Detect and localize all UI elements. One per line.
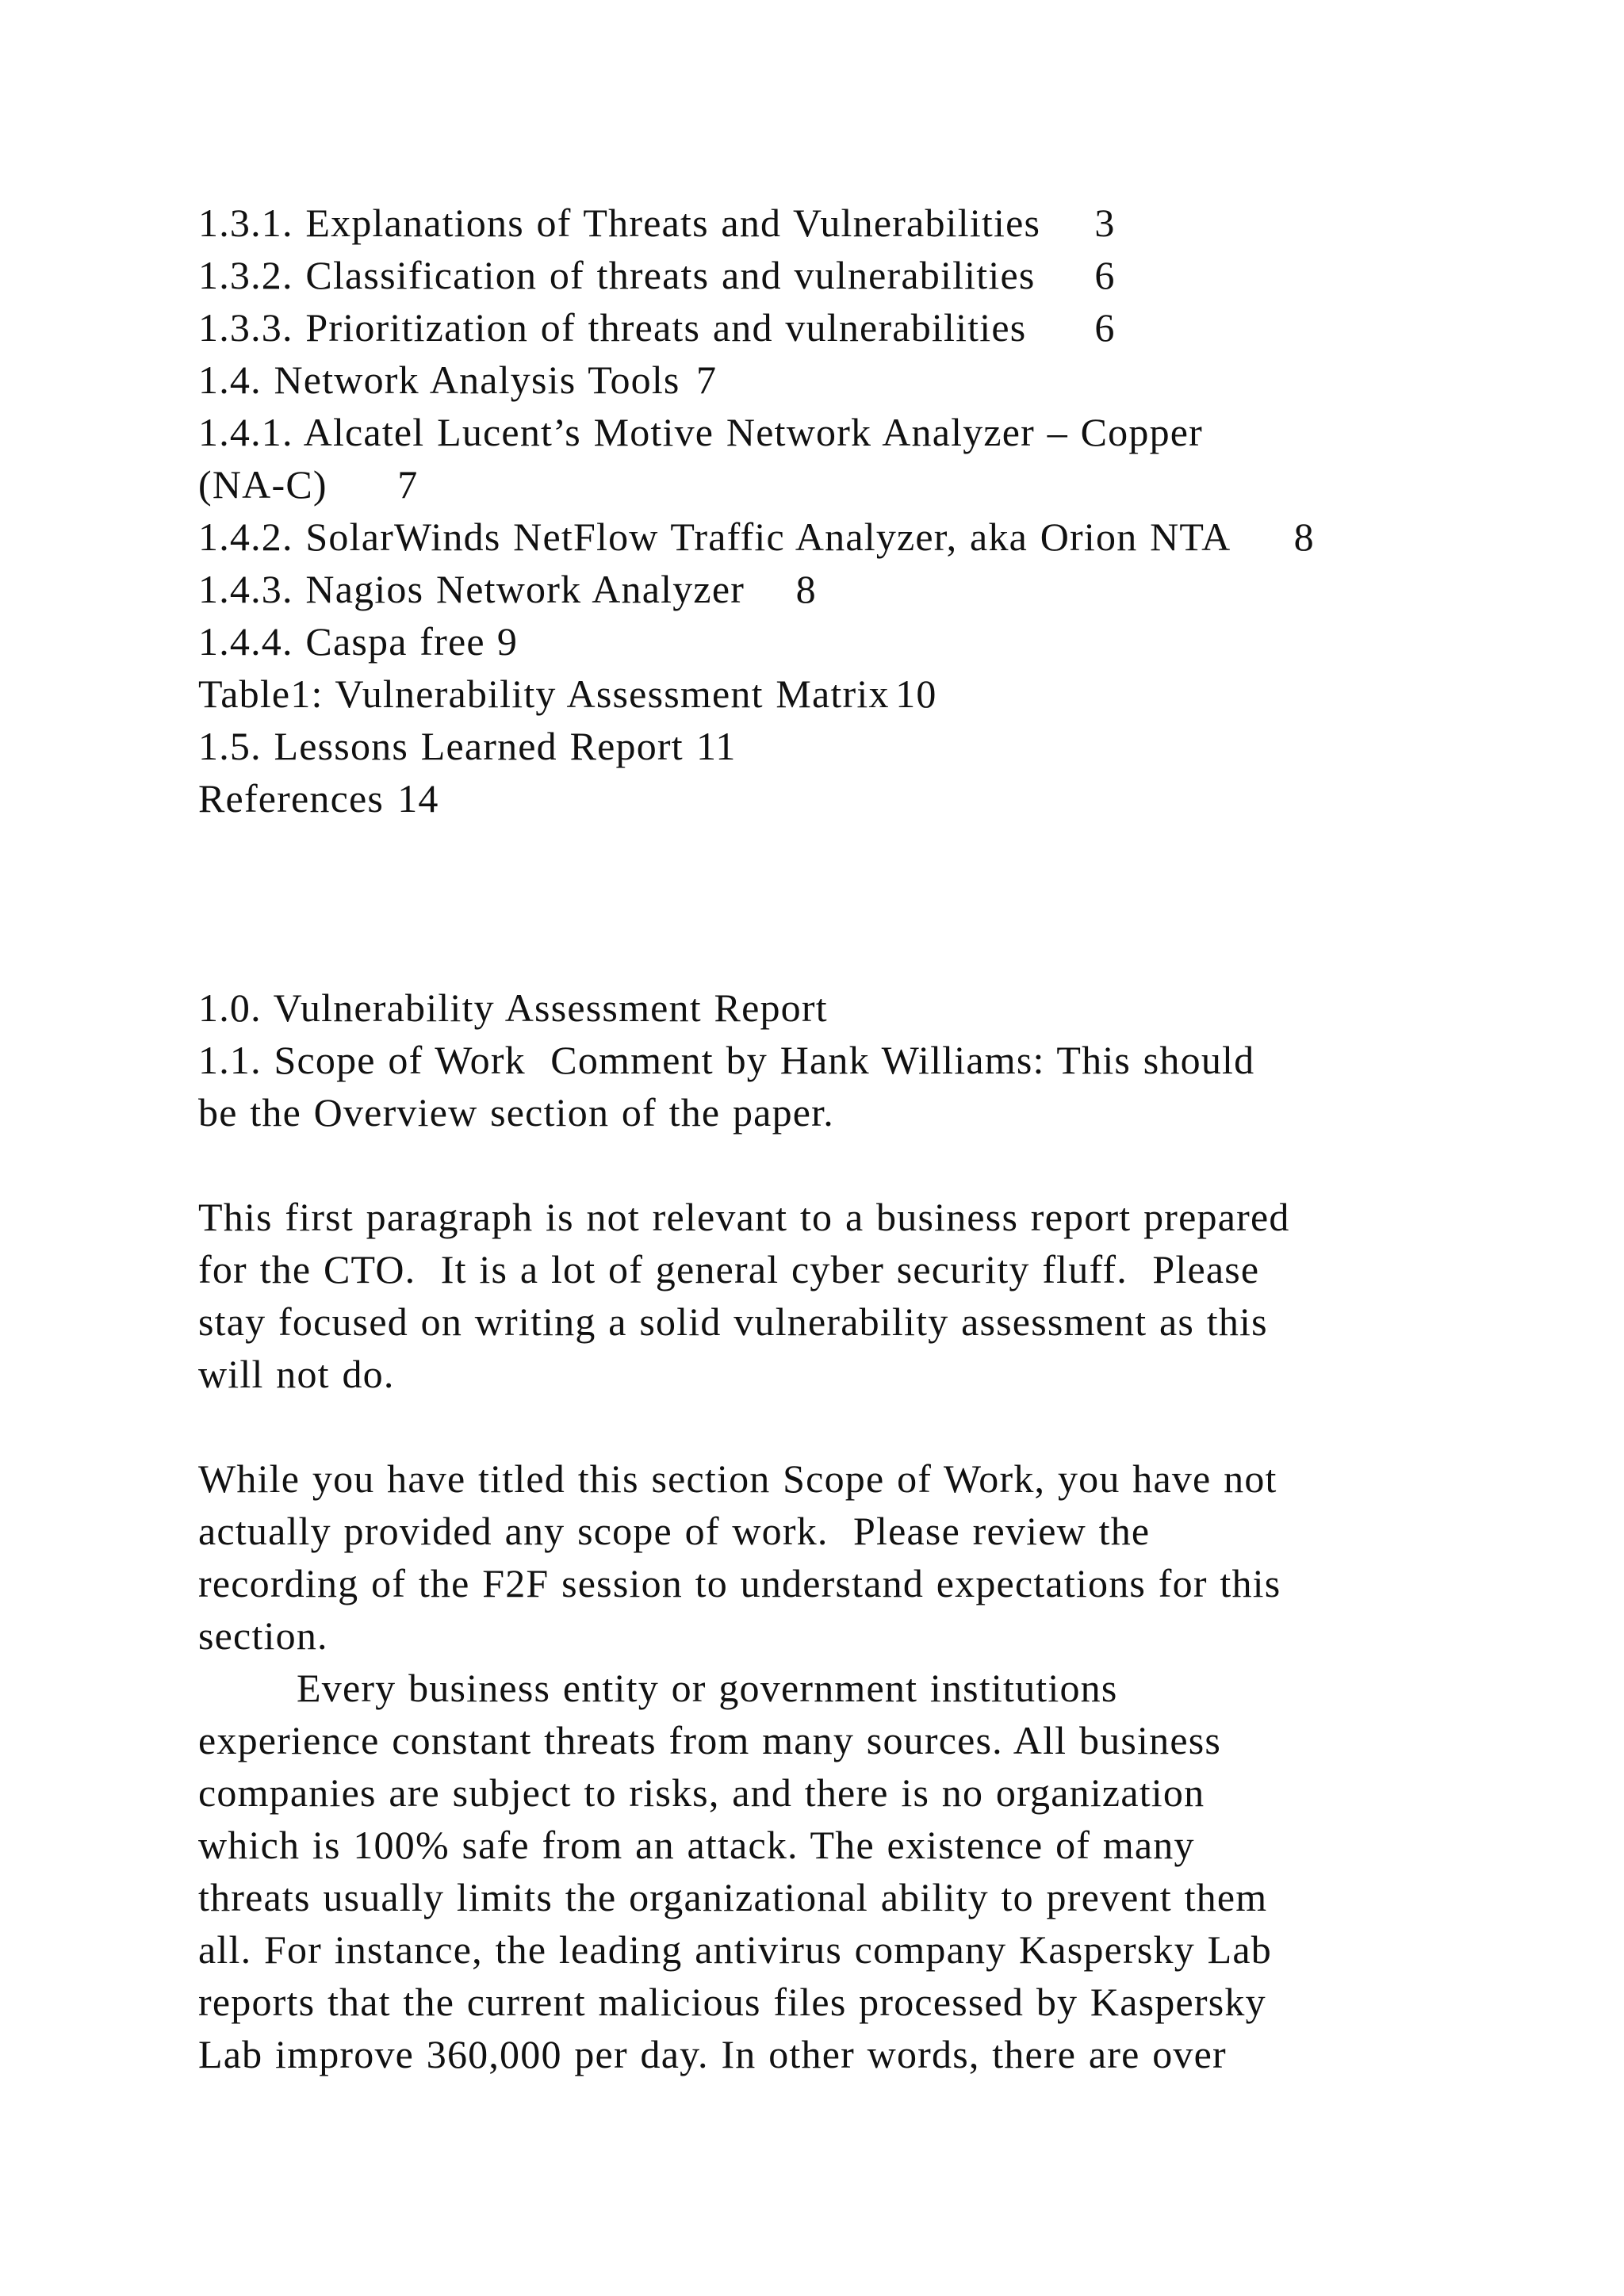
paragraph-line: Every business entity or government institutions: [297, 1666, 1118, 1710]
paragraph-line: reports that the current malicious files processed by Kaspersky: [198, 1980, 1266, 2024]
comment-line: stay focused on writing a solid vulnerability assessment as this: [198, 1299, 1268, 1344]
table-of-contents: [198, 197, 1435, 825]
paragraph-line: which is 100% safe from an attack. The existence of many: [198, 1823, 1195, 1867]
paragraph-line: threats usually limits the organizational ability to prevent them: [198, 1875, 1268, 1919]
toc-entry-1-4-2: 1.4.2. SolarWinds NetFlow Traffic Analyzer, aka Orion NTA 8: [198, 515, 1315, 559]
document-page: [198, 197, 1435, 2080]
comment-line: While you have titled this section Scope of Work, you have not: [198, 1456, 1277, 1501]
spacer: [198, 1138, 1435, 1191]
toc-entry-1-4: 1.4. Network Analysis Tools 7: [198, 358, 718, 402]
comment-line: actually provided any scope of work. Please review the: [198, 1509, 1151, 1553]
toc-entry-1-3-1: 1.3.1. Explanations of Threats and Vulnerabilities 3: [198, 201, 1116, 245]
toc-entry-1-3-3: 1.3.3. Prioritization of threats and vulnerabilities 6: [198, 305, 1116, 350]
scope-heading: 1.1. Scope of Work Comment by Hank Williams: This should: [198, 1038, 1255, 1082]
toc-entry-1-4-1-cont: (NA-C) 7: [198, 462, 419, 507]
comment-line: will not do.: [198, 1352, 395, 1396]
toc-entry-1-3-2: 1.3.2. Classification of threats and vulnerabilities 6: [198, 253, 1116, 297]
paragraph-line: experience constant threats from many sources. All business: [198, 1718, 1222, 1762]
comment-line: section.: [198, 1613, 328, 1658]
spacer: [198, 825, 1435, 982]
toc-entry-references: References 14: [198, 776, 439, 821]
spacer: [198, 1400, 1435, 1452]
toc-entry-1-4-4: 1.4.4. Caspa free 9: [198, 619, 519, 664]
paragraph-line: Lab improve 360,000 per day. In other words, there are over: [198, 2032, 1227, 2076]
toc-entry-1-4-1: 1.4.1. Alcatel Lucent’s Motive Network Analyzer – Copper: [198, 410, 1204, 454]
toc-entry-table1: Table1: Vulnerability Assessment Matrix 10: [198, 672, 937, 716]
reviewer-comment-1: [198, 1191, 1435, 1400]
paragraph-line: all. For instance, the leading antivirus company Kaspersky Lab: [198, 1927, 1272, 1972]
toc-entry-1-4-3: 1.4.3. Nagios Network Analyzer 8: [198, 567, 817, 611]
reviewer-comment-2: [198, 1452, 1435, 1662]
comment-line: This first paragraph is not relevant to a business report prepared: [198, 1195, 1290, 1239]
section-heading: 1.0. Vulnerability Assessment Report: [198, 985, 828, 1030]
scope-heading-cont: be the Overview section of the paper.: [198, 1090, 834, 1135]
toc-entry-1-5: 1.5. Lessons Learned Report 11: [198, 724, 737, 768]
body-paragraph: [198, 1662, 1435, 2080]
report-body: [198, 982, 1435, 2080]
comment-line: recording of the F2F session to understand expectations for this: [198, 1561, 1281, 1605]
comment-line: for the CTO. It is a lot of general cyber security fluff. Please: [198, 1247, 1260, 1292]
paragraph-line: companies are subject to risks, and there is no organization: [198, 1770, 1205, 1815]
